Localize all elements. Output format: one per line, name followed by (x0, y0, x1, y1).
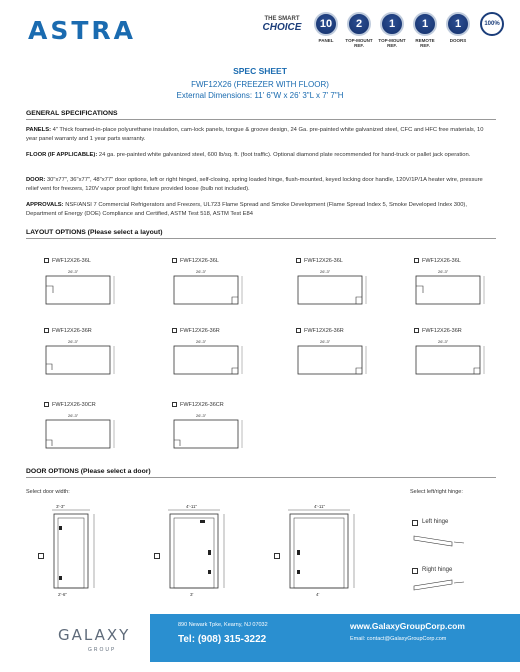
layout-checkbox[interactable] (44, 402, 49, 407)
spec-floor: FLOOR (IF APPLICABLE): 24 ga. pre-painted white galvanized steel, 600 lb/sq. ft. (foot traffic). Optional diamond plate recommended for hand-truck or pallet jack operation. (26, 152, 471, 158)
svg-text:4'-11": 4'-11" (186, 504, 198, 509)
layout-checkbox[interactable] (296, 258, 301, 263)
layout-checkbox[interactable] (44, 328, 49, 333)
astra-logo: ASTRA (28, 16, 137, 45)
layout-option[interactable] (414, 258, 514, 316)
layout-option-label: FWF12X26-36R (296, 328, 396, 336)
model-title: FWF12X26 (FREEZER WITH FLOOR) (191, 80, 329, 89)
layout-checkbox[interactable] (296, 328, 301, 333)
smart-choice-logo: THE SMART CHOICE (262, 16, 302, 33)
svg-text:26'-3": 26'-3" (320, 269, 331, 274)
layout-option-label: FWF12X26-36R (172, 328, 272, 336)
layout-option[interactable] (172, 328, 272, 386)
layout-option[interactable] (172, 258, 272, 316)
galaxy-logo: GALAXY (58, 626, 131, 644)
badge-top-mount-2: 1 TOP-MOUNT REF. (378, 12, 406, 48)
header (0, 0, 520, 60)
left-hinge-drawing (412, 532, 472, 548)
layout-floor-plan (414, 334, 494, 384)
layout-floor-plan (296, 264, 376, 314)
door-options-heading: DOOR OPTIONS (Please select a door) (26, 468, 496, 478)
layout-option-label: FWF12X26-36CR (172, 402, 272, 410)
svg-text:26'-3": 26'-3" (68, 339, 79, 344)
svg-text:3'-3": 3'-3" (56, 504, 65, 509)
layout-checkbox[interactable] (414, 328, 419, 333)
svg-text:4': 4' (316, 592, 320, 597)
select-hinge: Select left/right hinge: (410, 489, 463, 495)
svg-text:26'-3": 26'-3" (68, 269, 79, 274)
layout-option-label: FWF12X26-36R (414, 328, 514, 336)
layout-checkbox[interactable] (172, 328, 177, 333)
svg-text:2'-6": 2'-6" (58, 592, 67, 597)
layout-checkbox[interactable] (44, 258, 49, 263)
select-door-width: Select door width: (26, 489, 70, 495)
layout-options-heading: LAYOUT OPTIONS (Please select a layout) (26, 229, 496, 239)
badge-remote: 1 REMOTE REF. (411, 12, 439, 48)
layout-option-label: FWF12X26-36L (172, 258, 272, 266)
door-width-checkbox-3[interactable] (274, 553, 280, 559)
right-hinge-drawing (412, 578, 472, 594)
footer-website-link[interactable]: www.GalaxyGroupCorp.com (350, 621, 465, 631)
svg-text:26'-3": 26'-3" (438, 269, 449, 274)
spec-approvals: APPROVALS: NSF/ANSI 7 Commercial Refrigerators and Freezers, UL723 Flame Spread and Smoke Development (Flame Spread Index 5, Smoke Developed Index 300), Department of Energy (DOE) Compliance and Certified, ASTM Test 518, ASTM Test E84 (26, 202, 467, 217)
layout-floor-plan (296, 334, 376, 384)
footer-email-link[interactable]: Email: contact@GalaxyGroupCorp.com (350, 636, 447, 642)
door-48-drawing (284, 500, 364, 600)
galaxy-group-text: GROUP (88, 647, 117, 653)
right-hinge-label: Right hinge (422, 567, 453, 573)
badge-top-mount: 2 TOP-MOUNT REF. (345, 12, 373, 48)
door-36-drawing (164, 500, 234, 600)
footer (0, 614, 520, 662)
svg-text:4'-11": 4'-11" (314, 504, 326, 509)
layout-floor-plan (414, 264, 494, 314)
door-width-checkbox-1[interactable] (38, 553, 44, 559)
layout-floor-plan (44, 264, 124, 314)
layout-option-label: FWF12X26-30CR (44, 402, 144, 410)
layout-option[interactable] (172, 402, 272, 460)
layout-floor-plan (172, 334, 252, 384)
badge-100-percent: 100% (480, 12, 504, 36)
general-spec-heading: GENERAL SPECIFICATIONS (26, 110, 496, 120)
badge-doors: 1 DOORS (444, 12, 472, 43)
svg-text:26'-3": 26'-3" (196, 413, 207, 418)
svg-text:3': 3' (190, 592, 194, 597)
layout-floor-plan (44, 408, 124, 458)
layout-floor-plan (172, 264, 252, 314)
layout-floor-plan (44, 334, 124, 384)
layout-option[interactable] (414, 328, 514, 386)
layout-checkbox[interactable] (172, 258, 177, 263)
layout-option-label: FWF12X26-36L (414, 258, 514, 266)
svg-text:26'-3": 26'-3" (68, 413, 79, 418)
layout-option[interactable] (44, 258, 144, 316)
layout-option[interactable] (44, 402, 144, 460)
svg-text:26'-3": 26'-3" (320, 339, 331, 344)
spec-title: SPEC SHEET (233, 66, 287, 76)
external-dimensions: External Dimensions: 11' 6"W x 26' 3"L x 7' 7"H (176, 91, 344, 100)
layout-checkbox[interactable] (414, 258, 419, 263)
layout-option[interactable] (296, 328, 396, 386)
svg-text:26'-3": 26'-3" (196, 339, 207, 344)
left-hinge-checkbox[interactable] (412, 520, 418, 526)
right-hinge-checkbox[interactable] (412, 568, 418, 574)
title-block (0, 66, 520, 100)
layout-option[interactable] (296, 258, 396, 316)
layout-option[interactable] (44, 328, 144, 386)
svg-text:26'-3": 26'-3" (438, 339, 449, 344)
svg-text:26'-3": 26'-3" (196, 269, 207, 274)
spec-door: DOOR: 30"x77", 36"x77", 48"x77" door options, left or right hinged, self-closing, spring loaded hinge, flush-mounted, keyed locking door handle, 120V/1P/1A heater wire, pressure relief vent for freezers, 120V vapor proof light fixture provided loose (bulb not included). (26, 177, 483, 192)
layout-checkbox[interactable] (172, 402, 177, 407)
footer-address: 890 Newark Tpke, Kearny, NJ 07032 (178, 622, 268, 628)
warranty-badges (312, 12, 502, 56)
door-30-drawing (50, 500, 110, 600)
layout-option-label: FWF12X26-36L (44, 258, 144, 266)
left-hinge-label: Left hinge (422, 519, 449, 525)
layout-option-label: FWF12X26-36R (44, 328, 144, 336)
spec-panels: PANELS: 4" Thick foamed-in-place polyurethane insulation, cam-lock panels, tongue & groove design, 24 Ga. pre-painted white galvanized steel, CFC and HFC free materials, 10 year panel warranty and 1 year parts warranty. (26, 127, 484, 142)
layout-floor-plan (172, 408, 252, 458)
footer-phone[interactable]: Tel: (908) 315-3222 (178, 634, 267, 645)
badge-panel: 10 PANEL (312, 12, 340, 43)
door-width-checkbox-2[interactable] (154, 553, 160, 559)
layout-option-label: FWF12X26-36L (296, 258, 396, 266)
